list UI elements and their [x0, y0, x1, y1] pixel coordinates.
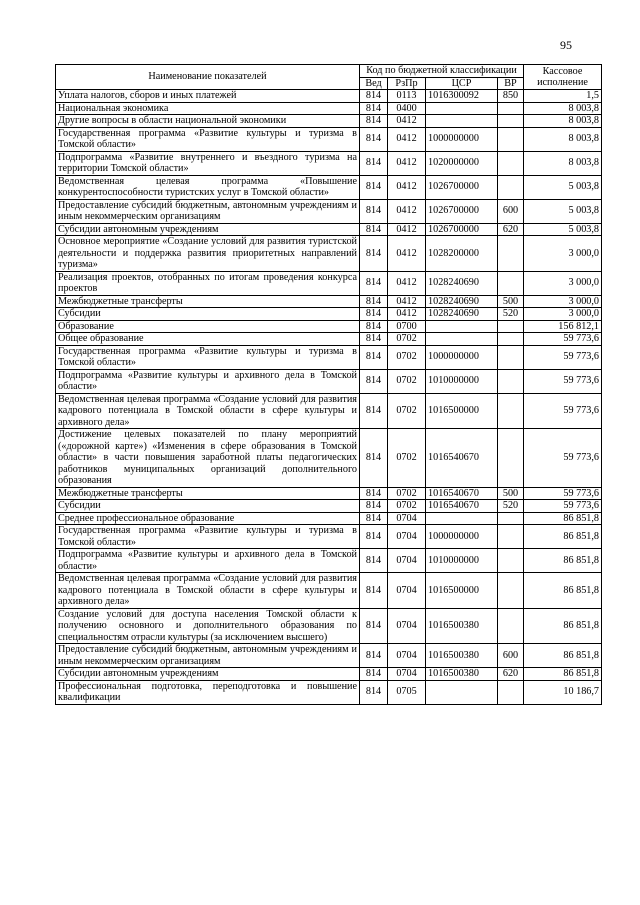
- cell-vr: 500: [498, 487, 524, 500]
- cell-amount: 59 773,6: [524, 345, 602, 369]
- cell-csr: [426, 102, 498, 115]
- cell-name: Субсидии: [56, 308, 360, 321]
- cell-amount: 86 851,8: [524, 608, 602, 644]
- cell-vr: 600: [498, 644, 524, 668]
- cell-amount: 8 003,8: [524, 127, 602, 151]
- cell-amount: 86 851,8: [524, 549, 602, 573]
- header-ved: Вед: [360, 77, 388, 90]
- cell-ved: 814: [360, 295, 388, 308]
- cell-rzpr: 0412: [388, 223, 426, 236]
- cell-rzpr: 0412: [388, 115, 426, 128]
- cell-name: Предоставление субсидий бюджетным, автономным учреждениям и иным некоммерческим организациям: [56, 199, 360, 223]
- cell-name: Общее образование: [56, 333, 360, 346]
- cell-rzpr: 0412: [388, 151, 426, 175]
- cell-amount: 86 851,8: [524, 573, 602, 609]
- cell-amount: 5 003,8: [524, 223, 602, 236]
- table-row: [56, 487, 602, 500]
- table-row: [56, 525, 602, 549]
- table-row: [56, 644, 602, 668]
- cell-ved: 814: [360, 680, 388, 704]
- table-row: [56, 608, 602, 644]
- cell-ved: 814: [360, 644, 388, 668]
- cell-amount: 8 003,8: [524, 102, 602, 115]
- table-row: [56, 295, 602, 308]
- cell-vr: [498, 236, 524, 272]
- cell-amount: 86 851,8: [524, 512, 602, 525]
- cell-name: Государственная программа «Развитие культуры и туризма в Томской области»: [56, 525, 360, 549]
- cell-vr: 520: [498, 308, 524, 321]
- cell-rzpr: 0704: [388, 525, 426, 549]
- cell-name: Подпрограмма «Развитие внутреннего и въездного туризма на территории Томской области»: [56, 151, 360, 175]
- cell-amount: 10 186,7: [524, 680, 602, 704]
- cell-ved: 814: [360, 320, 388, 333]
- cell-amount: 8 003,8: [524, 151, 602, 175]
- cell-name: Субсидии: [56, 500, 360, 513]
- cell-name: Национальная экономика: [56, 102, 360, 115]
- cell-amount: 59 773,6: [524, 487, 602, 500]
- cell-rzpr: 0704: [388, 608, 426, 644]
- cell-vr: [498, 345, 524, 369]
- cell-ved: 814: [360, 199, 388, 223]
- cell-vr: [498, 608, 524, 644]
- cell-rzpr: 0702: [388, 500, 426, 513]
- cell-vr: [498, 573, 524, 609]
- cell-rzpr: 0412: [388, 271, 426, 295]
- cell-name: Субсидии автономным учреждениям: [56, 223, 360, 236]
- cell-csr: 1016500380: [426, 608, 498, 644]
- table-row: [56, 175, 602, 199]
- cell-name: Подпрограмма «Развитие культуры и архивного дела в Томской области»: [56, 549, 360, 573]
- cell-name: Другие вопросы в области национальной экономики: [56, 115, 360, 128]
- cell-name: Достижение целевых показателей по плану мероприятий («дорожной карте») «Изменения в сфере образования в Томской области» в части повышения заработной платы педагогических работников муниципальных организаций дополнительного образования: [56, 429, 360, 488]
- table-row: [56, 500, 602, 513]
- cell-csr: 1016540670: [426, 500, 498, 513]
- cell-name: Межбюджетные трансферты: [56, 487, 360, 500]
- cell-csr: [426, 512, 498, 525]
- cell-csr: 1026700000: [426, 199, 498, 223]
- cell-ved: 814: [360, 525, 388, 549]
- cell-rzpr: 0412: [388, 199, 426, 223]
- cell-vr: [498, 369, 524, 393]
- cell-rzpr: 0412: [388, 295, 426, 308]
- cell-csr: 1010000000: [426, 549, 498, 573]
- table-row: [56, 151, 602, 175]
- cell-ved: 814: [360, 175, 388, 199]
- page-number: 95: [560, 38, 572, 52]
- cell-vr: [498, 549, 524, 573]
- cell-amount: 3 000,0: [524, 308, 602, 321]
- table-row: [56, 199, 602, 223]
- cell-rzpr: 0702: [388, 487, 426, 500]
- cell-ved: 814: [360, 668, 388, 681]
- cell-csr: 1000000000: [426, 345, 498, 369]
- cell-amount: 156 812,1: [524, 320, 602, 333]
- table-row: [56, 308, 602, 321]
- cell-rzpr: 0412: [388, 236, 426, 272]
- cell-ved: 814: [360, 512, 388, 525]
- cell-amount: 3 000,0: [524, 295, 602, 308]
- cell-csr: 1010000000: [426, 369, 498, 393]
- cell-rzpr: 0702: [388, 333, 426, 346]
- cell-amount: 86 851,8: [524, 644, 602, 668]
- cell-ved: 814: [360, 115, 388, 128]
- cell-ved: 814: [360, 500, 388, 513]
- cell-vr: [498, 333, 524, 346]
- cell-rzpr: 0412: [388, 127, 426, 151]
- cell-rzpr: 0702: [388, 369, 426, 393]
- table-row: [56, 668, 602, 681]
- cell-ved: 814: [360, 393, 388, 429]
- cell-name: Предоставление субсидий бюджетным, автономным учреждениям и иным некоммерческим организациям: [56, 644, 360, 668]
- cell-amount: 59 773,6: [524, 333, 602, 346]
- cell-vr: [498, 525, 524, 549]
- table-row: [56, 320, 602, 333]
- table-row: [56, 573, 602, 609]
- cell-name: Основное мероприятие «Создание условий для развития туристской деятельности и поддержка развития приоритетных направлений туризма»: [56, 236, 360, 272]
- cell-vr: [498, 320, 524, 333]
- cell-rzpr: 0113: [388, 90, 426, 103]
- cell-ved: 814: [360, 151, 388, 175]
- cell-ved: 814: [360, 236, 388, 272]
- cell-vr: 850: [498, 90, 524, 103]
- cell-ved: 814: [360, 102, 388, 115]
- table-row: [56, 429, 602, 488]
- cell-ved: 814: [360, 90, 388, 103]
- cell-csr: 1000000000: [426, 127, 498, 151]
- cell-name: Профессиональная подготовка, переподготовка и повышение квалификации: [56, 680, 360, 704]
- cell-csr: 1016500380: [426, 644, 498, 668]
- cell-ved: 814: [360, 487, 388, 500]
- table-row: [56, 115, 602, 128]
- cell-vr: 620: [498, 668, 524, 681]
- cell-amount: 59 773,6: [524, 393, 602, 429]
- cell-csr: 1028240690: [426, 271, 498, 295]
- cell-rzpr: 0412: [388, 175, 426, 199]
- cell-name: Образование: [56, 320, 360, 333]
- cell-name: Государственная программа «Развитие культуры и туризма в Томской области»: [56, 345, 360, 369]
- cell-name: Ведомственная целевая программа «Создание условий для развития кадрового потенциала в Томской области в сфере культуры и архивного дела»: [56, 573, 360, 609]
- table-row: [56, 223, 602, 236]
- cell-csr: 1000000000: [426, 525, 498, 549]
- cell-name: Ведомственная целевая программа «Повышение конкурентоспособности туристских услуг в Томской области»: [56, 175, 360, 199]
- cell-vr: [498, 271, 524, 295]
- cell-amount: 59 773,6: [524, 500, 602, 513]
- cell-csr: 1028240690: [426, 295, 498, 308]
- cell-amount: 59 773,6: [524, 369, 602, 393]
- table-row: [56, 512, 602, 525]
- cell-vr: 500: [498, 295, 524, 308]
- cell-ved: 814: [360, 369, 388, 393]
- cell-amount: 1,5: [524, 90, 602, 103]
- cell-amount: 3 000,0: [524, 236, 602, 272]
- cell-csr: [426, 333, 498, 346]
- table-body: [56, 90, 602, 705]
- cell-name: Государственная программа «Развитие культуры и туризма в Томской области»: [56, 127, 360, 151]
- cell-vr: [498, 393, 524, 429]
- cell-rzpr: 0702: [388, 429, 426, 488]
- cell-name: Ведомственная целевая программа «Создание условий для развития кадрового потенциала в Томской области в сфере культуры и архивного дела»: [56, 393, 360, 429]
- cell-rzpr: 0704: [388, 644, 426, 668]
- cell-ved: 814: [360, 308, 388, 321]
- cell-ved: 814: [360, 333, 388, 346]
- cell-vr: [498, 680, 524, 704]
- cell-vr: 600: [498, 199, 524, 223]
- cell-name: Уплата налогов, сборов и иных платежей: [56, 90, 360, 103]
- cell-vr: [498, 429, 524, 488]
- cell-rzpr: 0704: [388, 668, 426, 681]
- table-row: [56, 90, 602, 103]
- cell-csr: 1016300092: [426, 90, 498, 103]
- table-row: [56, 236, 602, 272]
- cell-amount: 5 003,8: [524, 175, 602, 199]
- cell-rzpr: 0704: [388, 512, 426, 525]
- cell-csr: 1020000000: [426, 151, 498, 175]
- cell-amount: 3 000,0: [524, 271, 602, 295]
- cell-name: Межбюджетные трансферты: [56, 295, 360, 308]
- header-code-group: Код по бюджетной классификации: [360, 65, 524, 78]
- cell-rzpr: 0700: [388, 320, 426, 333]
- cell-vr: 520: [498, 500, 524, 513]
- cell-amount: 8 003,8: [524, 115, 602, 128]
- cell-ved: 814: [360, 127, 388, 151]
- header-name: Наименование показателей: [56, 65, 360, 90]
- header-rzpr: РзПр: [388, 77, 426, 90]
- cell-csr: 1016500000: [426, 573, 498, 609]
- cell-rzpr: 0704: [388, 573, 426, 609]
- cell-vr: [498, 127, 524, 151]
- cell-csr: 1028240690: [426, 308, 498, 321]
- cell-rzpr: 0400: [388, 102, 426, 115]
- cell-ved: 814: [360, 345, 388, 369]
- header-row-top: [56, 65, 602, 78]
- table-row: [56, 127, 602, 151]
- cell-csr: [426, 320, 498, 333]
- cell-vr: [498, 102, 524, 115]
- cell-vr: [498, 512, 524, 525]
- cell-csr: 1016500000: [426, 393, 498, 429]
- cell-ved: 814: [360, 549, 388, 573]
- table-row: [56, 369, 602, 393]
- cell-csr: [426, 115, 498, 128]
- cell-vr: 620: [498, 223, 524, 236]
- cell-vr: [498, 175, 524, 199]
- cell-ved: 814: [360, 271, 388, 295]
- table-row: [56, 393, 602, 429]
- cell-rzpr: 0702: [388, 393, 426, 429]
- table-row: [56, 680, 602, 704]
- header-vr: ВР: [498, 77, 524, 90]
- table-row: [56, 271, 602, 295]
- cell-amount: 59 773,6: [524, 429, 602, 488]
- cell-csr: 1016500380: [426, 668, 498, 681]
- table-row: [56, 102, 602, 115]
- cell-ved: 814: [360, 608, 388, 644]
- cell-amount: 86 851,8: [524, 668, 602, 681]
- cell-rzpr: 0705: [388, 680, 426, 704]
- cell-ved: 814: [360, 573, 388, 609]
- cell-amount: 86 851,8: [524, 525, 602, 549]
- cell-csr: 1028200000: [426, 236, 498, 272]
- cell-name: Реализация проектов, отобранных по итогам проведения конкурса проектов: [56, 271, 360, 295]
- table-row: [56, 345, 602, 369]
- cell-rzpr: 0702: [388, 345, 426, 369]
- budget-table: [55, 64, 602, 705]
- cell-ved: 814: [360, 429, 388, 488]
- cell-csr: 1016540670: [426, 487, 498, 500]
- header-cash: Кассовое исполнение: [524, 65, 602, 90]
- cell-name: Субсидии автономным учреждениям: [56, 668, 360, 681]
- header-csr: ЦСР: [426, 77, 498, 90]
- cell-csr: 1016540670: [426, 429, 498, 488]
- cell-csr: 1026700000: [426, 223, 498, 236]
- cell-ved: 814: [360, 223, 388, 236]
- cell-vr: [498, 115, 524, 128]
- table-row: [56, 549, 602, 573]
- cell-amount: 5 003,8: [524, 199, 602, 223]
- cell-vr: [498, 151, 524, 175]
- table-row: [56, 333, 602, 346]
- cell-name: Создание условий для доступа населения Томской области к получению основного и дополнительного образования по специальностям отрасли культуры (за исключением высшего): [56, 608, 360, 644]
- cell-rzpr: 0704: [388, 549, 426, 573]
- cell-csr: 1026700000: [426, 175, 498, 199]
- cell-name: Подпрограмма «Развитие культуры и архивного дела в Томской области»: [56, 369, 360, 393]
- cell-rzpr: 0412: [388, 308, 426, 321]
- cell-name: Среднее профессиональное образование: [56, 512, 360, 525]
- cell-csr: [426, 680, 498, 704]
